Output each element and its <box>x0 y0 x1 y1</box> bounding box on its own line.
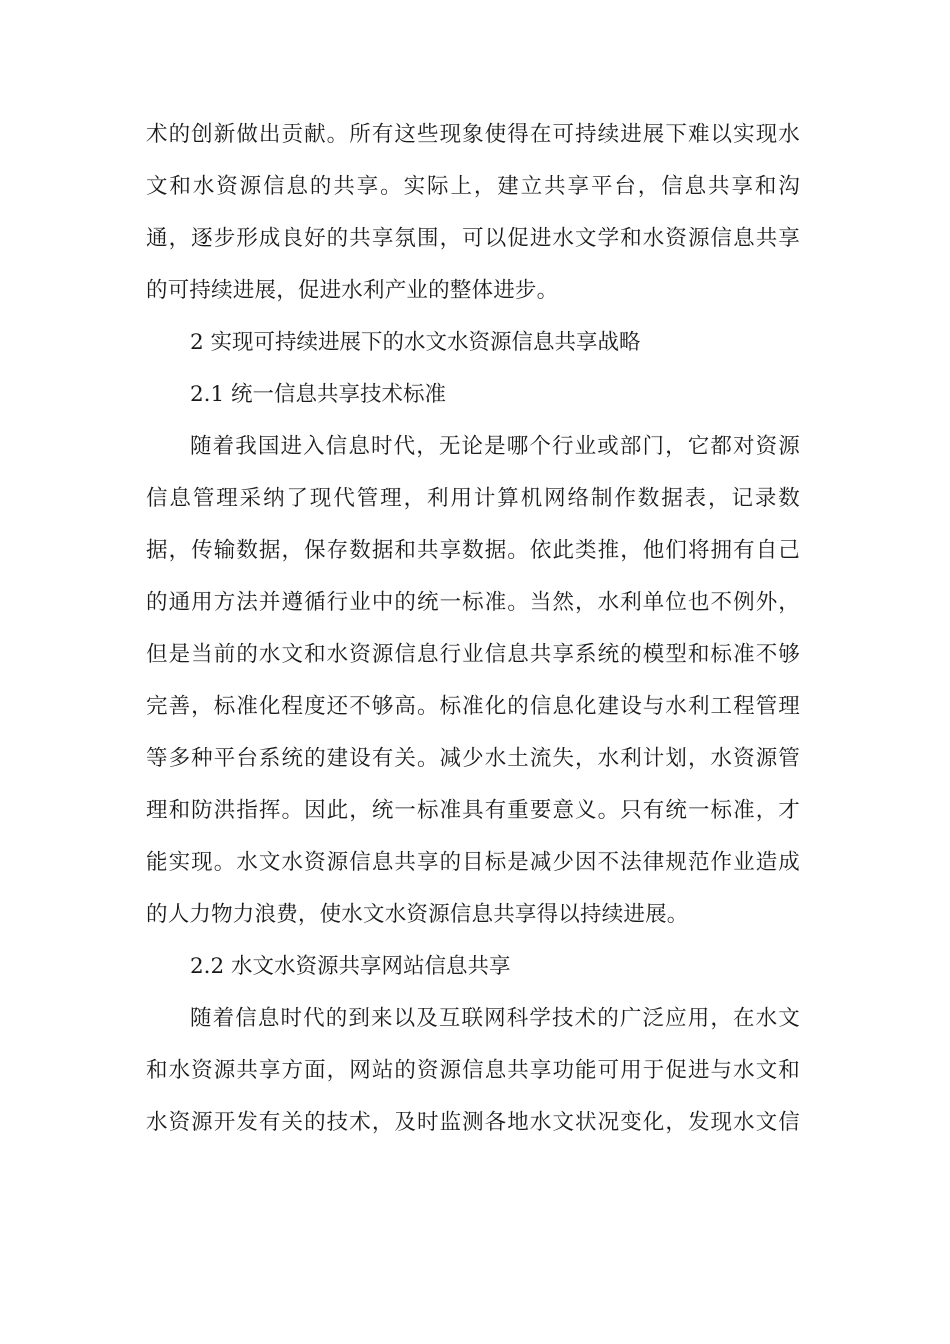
section-heading-2-2: 2.2 水文水资源共享网站信息共享 <box>190 954 511 979</box>
section-heading-2: 2 实现可持续进展下的水文水资源信息共享战略 <box>190 330 641 355</box>
paragraph-1-line-1: 术的创新做出贡献。所有这些现象使得在可持续进展下难以实现水 <box>146 122 800 147</box>
paragraph-2-line-9: 能实现。水文水资源信息共享的目标是减少因不法律规范作业造成 <box>146 850 800 875</box>
paragraph-3-line-3: 水资源开发有关的技术，及时监测各地水文状况变化，发现水文信 <box>146 1110 800 1135</box>
paragraph-2-line-6: 完善，标准化程度还不够高。标准化的信息化建设与水利工程管理 <box>146 694 800 719</box>
paragraph-2-line-3: 据，传输数据，保存数据和共享数据。依此类推，他们将拥有自己 <box>146 538 800 563</box>
paragraph-3-line-2: 和水资源共享方面，网站的资源信息共享功能可用于促进与水文和 <box>146 1058 800 1083</box>
paragraph-2-line-1: 随着我国进入信息时代，无论是哪个行业或部门，它都对资源 <box>190 434 800 459</box>
paragraph-2-line-5: 但是当前的水文和水资源信息行业信息共享系统的模型和标准不够 <box>146 642 800 667</box>
paragraph-3-line-1: 随着信息时代的到来以及互联网科学技术的广泛应用，在水文 <box>190 1006 800 1031</box>
paragraph-1-line-4: 的可持续进展，促进水利产业的整体进步。 <box>146 278 559 303</box>
paragraph-1-line-3: 通，逐步形成良好的共享氛围，可以促进水文学和水资源信息共享 <box>146 226 800 251</box>
paragraph-2-line-2: 信息管理采纳了现代管理，利用计算机网络制作数据表，记录数 <box>146 486 800 511</box>
paragraph-2-line-10: 的人力物力浪费，使水文水资源信息共享得以持续进展。 <box>146 902 689 927</box>
paragraph-2-line-4: 的通用方法并遵循行业中的统一标准。当然，水利单位也不例外， <box>146 590 800 615</box>
section-heading-2-1: 2.1 统一信息共享技术标准 <box>190 382 447 407</box>
paragraph-2-line-8: 理和防洪指挥。因此，统一标准具有重要意义。只有统一标准，才 <box>146 798 800 823</box>
paragraph-1-line-2: 文和水资源信息的共享。实际上，建立共享平台，信息共享和沟 <box>146 174 800 199</box>
paragraph-2-line-7: 等多种平台系统的建设有关。减少水土流失，水利计划，水资源管 <box>146 746 800 771</box>
